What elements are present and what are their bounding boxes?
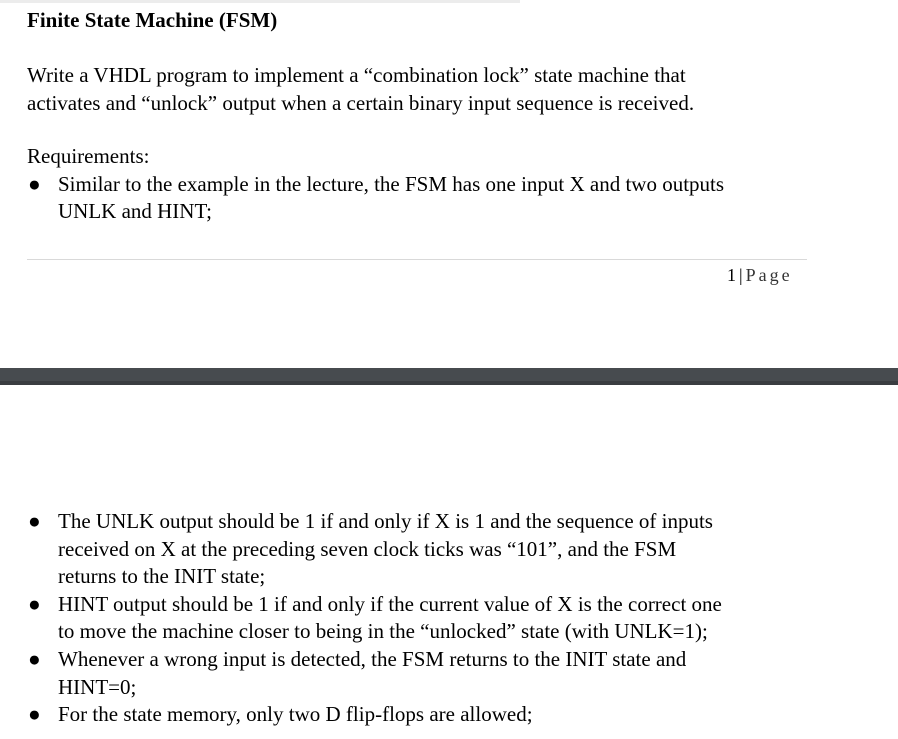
document-title: Finite State Machine (FSM): [27, 8, 278, 32]
page-top-edge: [0, 0, 520, 3]
intro-line-2: activates and “unlock” output when a certain binary input sequence is received.: [27, 91, 695, 115]
page-footer: [727, 263, 793, 287]
footer-divider: [27, 259, 807, 260]
bullet-icon: ●: [28, 172, 41, 196]
requirements-heading: Requirements:: [27, 144, 150, 168]
list-item-line: For the state memory, only two D flip-flops are allowed;: [58, 702, 533, 726]
list-item-line: The UNLK output should be 1 if and only if X is 1 and the sequence of inputs: [58, 509, 713, 533]
page-separator: [0, 368, 898, 385]
bullet-icon: ●: [28, 509, 41, 533]
bullet-icon: ●: [28, 592, 41, 616]
list-item-line: HINT=0;: [58, 675, 137, 699]
document-page-1: [0, 0, 898, 368]
list-item-line: UNLK and HINT;: [58, 199, 212, 223]
list-item-line: Whenever a wrong input is detected, the FSM returns to the INIT state and: [58, 647, 687, 671]
intro-line-1: Write a VHDL program to implement a “combination lock” state machine that: [27, 63, 686, 87]
list-item-line: returns to the INIT state;: [58, 564, 266, 588]
bullet-icon: ●: [28, 702, 41, 726]
list-item-line: received on X at the preceding seven clock ticks was “101”, and the FSM: [58, 537, 677, 561]
page-label: Page: [745, 265, 793, 285]
list-item-line: HINT output should be 1 if and only if the current value of X is the correct one: [58, 592, 722, 616]
page-number: 1: [727, 265, 736, 285]
bullet-icon: ●: [28, 647, 41, 671]
list-item-line: to move the machine closer to being in the “unlocked” state (with UNLK=1);: [58, 619, 708, 643]
page-number-separator: |: [739, 265, 743, 285]
document-page-2: [0, 385, 898, 739]
list-item-line: Similar to the example in the lecture, the FSM has one input X and two outputs: [58, 172, 725, 196]
